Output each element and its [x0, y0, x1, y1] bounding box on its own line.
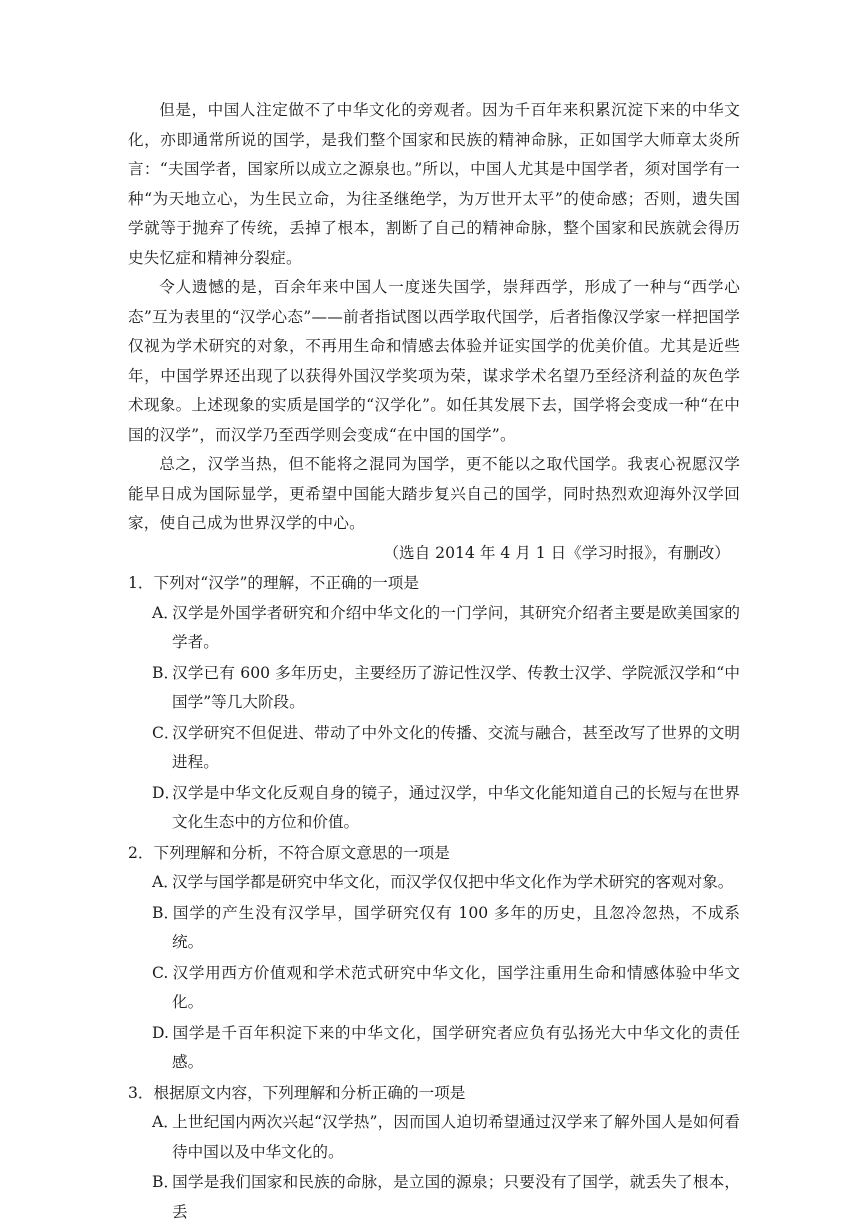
reading-passage [128, 96, 740, 568]
option-b [128, 899, 740, 958]
option-text: 国学是我们国家和民族的命脉，是立国的源泉；只要没有了国学，就丢失了根本，丢 [172, 1173, 740, 1221]
option-text: 汉学与国学都是研究中华文化，而汉学仅仅把中华文化作为学术研究的客观对象。 [172, 873, 734, 891]
question-1 [128, 569, 740, 838]
option-b [128, 1168, 740, 1227]
option-c [128, 719, 740, 778]
question-3 [128, 1079, 740, 1228]
option-letter: B． [152, 663, 180, 682]
option-letter: C． [152, 723, 180, 742]
option-letter: C. [152, 963, 169, 982]
option-d [128, 1019, 740, 1078]
option-text: 汉学是外国学者研究和介绍中华文化的一门学问，其研究介绍者主要是欧美国家的学者。 [172, 603, 740, 651]
option-c [128, 959, 740, 1018]
option-text: 汉学用西方价值观和学术范式研究中华文化，国学注重用生命和情感体验中华文化。 [172, 963, 740, 1011]
question-stem: 1．下列对“汉学”的理解，不正确的一项是 [128, 574, 419, 592]
question-2 [128, 839, 740, 1078]
option-letter: A． [152, 873, 179, 891]
option-a [128, 868, 740, 898]
option-text: 国学是千百年积淀下来的中华文化，国学研究者应负有弘扬光大中华文化的责任感。 [172, 1023, 740, 1071]
option-text: 汉学是中华文化反观自身的镜子，通过汉学，中华文化能知道自己的长短与在世界文化生态中的方位和价值。 [172, 783, 740, 831]
option-letter: A． [152, 603, 179, 622]
option-letter: B． [152, 1173, 180, 1191]
option-letter: D． [152, 783, 181, 802]
option-text: 汉学已有 600 多年历史，主要经历了游记性汉学、传教士汉学、学院派汉学和“中国学”等几大阶段。 [172, 663, 740, 711]
passage-paragraph-2: 令人遗憾的是，百余年来中国人一度迷失国学，崇拜西学，形成了一种与“西学心态”互为表里的“汉学心态”——前者指试图以西学取代国学，后者指像汉学家一样把国学仅视为学术研究的对象，不再用生命和情感去体验并证实国学的优美价值。尤其是近些年，中国学界还出现了以获得外国汉学奖项为荣，谋求学术名望乃至经济利益的灰色学术现象。上述现象的实质是国学的“汉学化”。如任其发展下去，国学将会变成一种“在中国的汉学”，而汉学乃至西学则会变成“在中国的国学”。 [128, 278, 740, 444]
question-stem: 2．下列理解和分析，不符合原文意思的一项是 [128, 843, 450, 862]
option-letter: B． [152, 903, 180, 922]
passage-paragraph-1: 但是，中国人注定做不了中华文化的旁观者。因为千百年来积累沉淀下来的中华文化，亦即通常所说的国学，是我们整个国家和民族的精神命脉，正如国学大师章太炎所言：“夫国学者，国家所以成立之源泉也。”所以，中国人尤其是中国学者，须对国学有一种“为天地立心，为生民立命，为往圣继绝学，为万世开太平”的使命感；否则，遗失国学就等于抛弃了传统，丢掉了根本，割断了自己的精神命脉，整个国家和民族就会得历史失忆症和精神分裂症。 [128, 101, 740, 267]
passage-paragraph-3: 总之，汉学当热，但不能将之混同为国学，更不能以之取代国学。我衷心祝愿汉学能早日成为国际显学，更希望中国能大踏步复兴自己的国学，同时热烈欢迎海外汉学回家，使自己成为世界汉学的中心。 [128, 455, 740, 532]
option-d [128, 779, 740, 838]
option-text: 上世纪国内两次兴起“汉学热”，因而国人迫切希望通过汉学来了解外国人是如何看待中国以及中华文化的。 [172, 1113, 740, 1161]
exam-page [128, 96, 740, 1228]
option-letter: D. [152, 1023, 169, 1042]
passage-source: （选自 2014 年 4 月 1 日《学习时报》，有删改） [383, 543, 730, 562]
option-b [128, 659, 740, 718]
option-a [128, 599, 740, 658]
option-text: 汉学研究不但促进、带动了中外文化的传播、交流与融合，甚至改写了世界的文明进程。 [172, 723, 740, 771]
option-a [128, 1108, 740, 1167]
question-stem: 3．根据原文内容，下列理解和分析正确的一项是 [128, 1083, 466, 1102]
option-text: 国学的产生没有汉学早，国学研究仅有 100 多年的历史，且忽冷忽热，不成系统。 [172, 903, 740, 951]
option-letter: A． [152, 1113, 179, 1131]
